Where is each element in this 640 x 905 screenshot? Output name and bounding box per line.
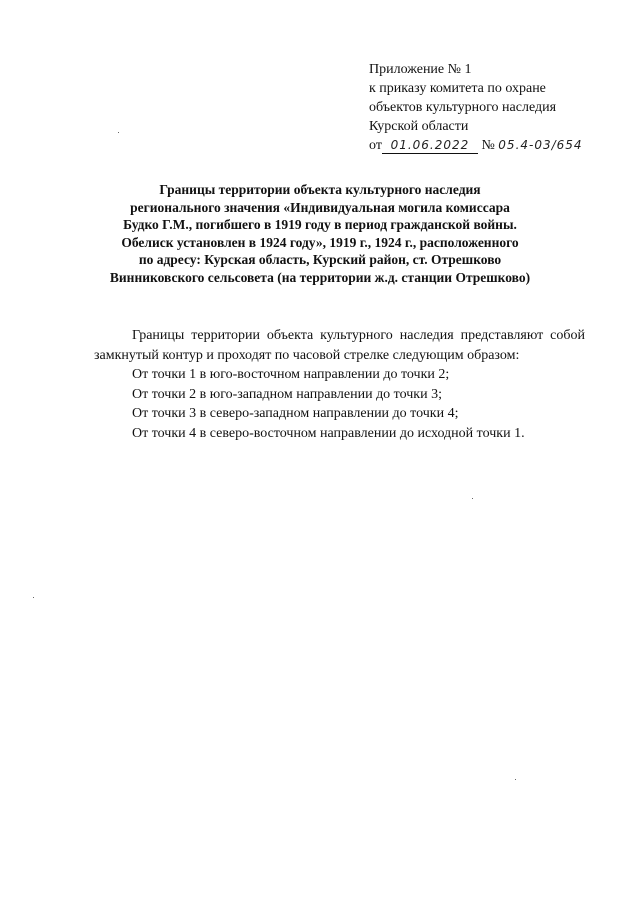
title-line: по адресу: Курская область, Курский район, ст. Отрешково	[138, 252, 502, 267]
appendix-region-line: Курской области	[369, 119, 469, 134]
appendix-order-line: к приказу комитета по охране	[369, 81, 546, 96]
number-label: №	[481, 138, 495, 153]
title-line: регионального значения «Индивидуальная могила комиссара	[130, 199, 510, 215]
order-reference	[369, 136, 619, 155]
scan-speck	[118, 132, 119, 133]
title-line: Винниковского сельсовета (на территории ж.д. станции Отрешково)	[109, 269, 531, 285]
scan-speck	[33, 597, 34, 598]
document-title	[70, 181, 570, 286]
title-line: Будко Г.М., погибшего в 1919 году в период гражданской войны.	[123, 217, 517, 232]
appendix-committee-line: объектов культурного наследия	[369, 100, 557, 115]
document-body	[94, 326, 585, 443]
from-label: от	[369, 138, 382, 153]
boundary-item: От точки 2 в юго-западном направлении до точки 3;	[132, 386, 442, 402]
boundary-item: От точки 1 в юго-восточном направлении до точки 2;	[132, 367, 450, 382]
appendix-header	[369, 60, 619, 155]
appendix-title: Приложение № 1	[369, 62, 472, 77]
order-date: 01.06.2022	[382, 137, 478, 154]
title-line: Границы территории объекта культурного наследия	[159, 182, 481, 197]
scan-speck	[515, 779, 516, 780]
order-number: 05.4-03/654	[498, 138, 583, 152]
boundary-item: От точки 4 в северо-восточном направлении до исходной точки 1.	[132, 425, 525, 441]
intro-paragraph: Границы территории объекта культурного наследия представляют собой замкнутый контур и проходят по часовой стрелке следующим образом:	[94, 328, 585, 363]
scan-speck	[472, 498, 473, 499]
boundary-item: От точки 3 в северо-западном направлении до точки 4;	[132, 406, 459, 421]
title-line: Обелиск установлен в 1924 году», 1919 г., 1924 г., расположенного	[121, 234, 519, 250]
